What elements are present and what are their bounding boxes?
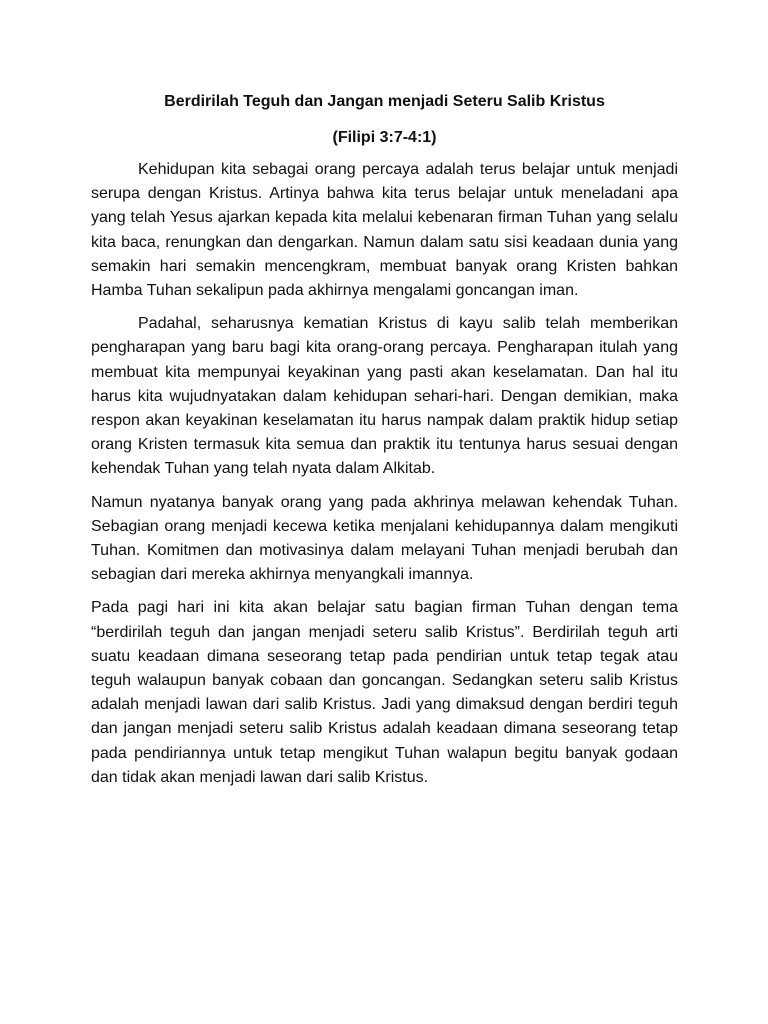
paragraph-3: Namun nyatanya banyak orang yang pada akhrinya melawan kehendak Tuhan. Sebagian orang menjadi kecewa ketika menjalani kehidupannya dalam mengikuti Tuhan. Komitmen dan motivasinya dalam melayani Tuhan menjadi berubah dan sebagian dari mereka akhirnya menyangkali imannya. — [91, 493, 678, 584]
document-title: Berdirilah Teguh dan Jangan menjadi Seteru Salib Kristus — [164, 93, 605, 110]
paragraph-4: Pada pagi hari ini kita akan belajar satu bagian firman Tuhan dengan tema “berdirilah teguh dan jangan menjadi seteru salib Kristus”. Berdirilah teguh arti suatu keadaan dimana seseorang tetap pada pendirian untuk tetap tegak atau teguh walaupun banyak cobaan dan goncangan. Sedangkan seteru salib Kristus adalah menjadi lawan dari salib Kristus. Jadi yang dimaksud dengan berdiri teguh dan jangan menjadi seteru salib Kristus adalah keadaan dimana seseorang tetap pada pendiriannya untuk tetap mengikut Tuhan walapun begitu banyak godaan dan tidak akan menjadi lawan dari salib Kristus. — [91, 599, 678, 786]
paragraph-1: Kehidupan kita sebagai orang percaya adalah terus belajar untuk menjadi serupa dengan Kristus. Artinya bahwa kita terus belajar untuk meneladani apa yang telah Yesus ajarkan kepada kita melalui kebenaran firman Tuhan yang selalu kita baca, renungkan dan dengarkan. Namun dalam satu sisi keadaan dunia yang semakin hari semakin mencengkram, membuat banyak orang Kristen bahkan Hamba Tuhan sekalipun pada akhirnya mengalami goncangan iman. — [91, 161, 678, 300]
paragraph-2: Padahal, seharusnya kematian Kristus di kayu salib telah memberikan pengharapan yang baru bagi kita orang-orang percaya. Pengharapan itulah yang membuat kita mempunyai keyakinan yang pasti akan keselamatan. Dan hal itu harus kita wujudnyatakan dalam kehidupan sehari-hari. Dengan demikian, maka respon akan keyakinan keselamatan itu harus nampak dalam praktik hidup setiap orang Kristen termasuk kita semua dan praktik itu tentunya harus sesuai dengan kehendak Tuhan yang telah nyata dalam Alkitab. — [91, 315, 678, 478]
document-subtitle: (Filipi 3:7-4:1) — [332, 129, 437, 146]
document-page — [91, 90, 678, 799]
